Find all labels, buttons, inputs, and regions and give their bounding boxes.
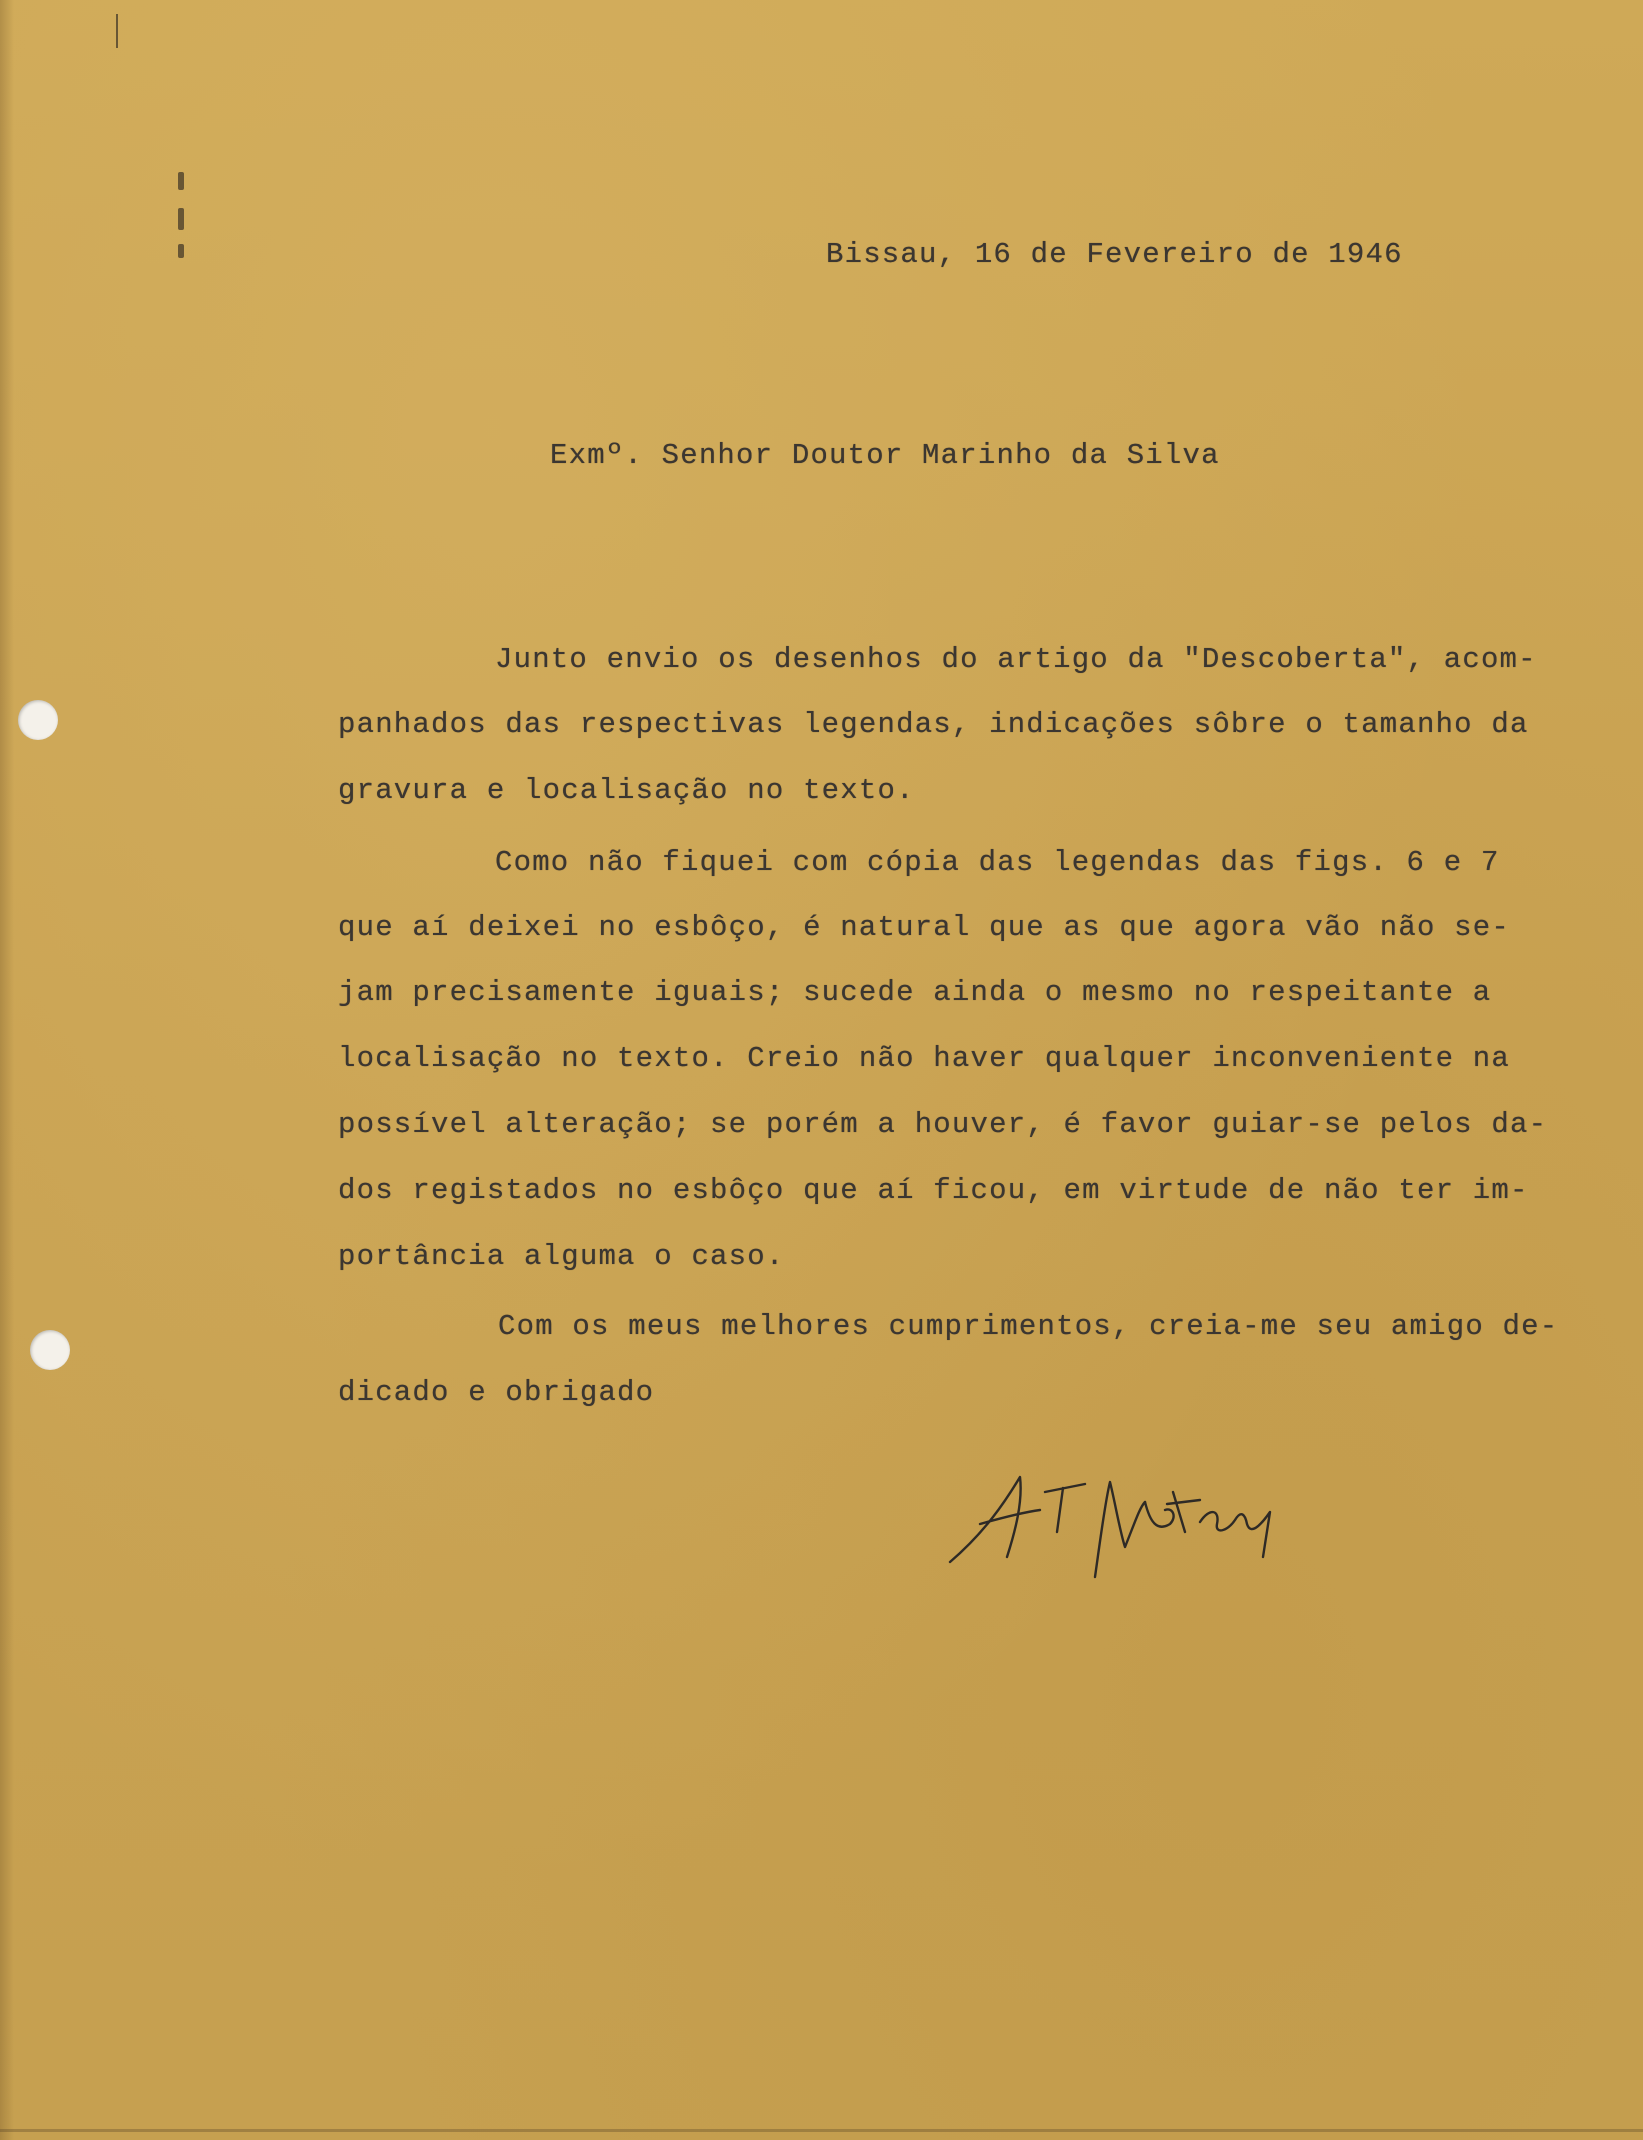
body-line-3: gravura e localisação no texto. [338,774,915,807]
body-line-1: Junto envio os desenhos do artigo da "Descoberta", acom- [495,643,1537,676]
body-line-12: dicado e obrigado [338,1376,655,1409]
staple-marks [176,172,186,262]
body-line-9: dos registados no esbôço que aí ficou, em virtude de não ter im- [338,1174,1529,1207]
addressee: Exmº. Senhor Doutor Marinho da Silva [550,439,1220,472]
body-line-11: Com os meus melhores cumprimentos, creia-me seu amigo de- [498,1310,1559,1343]
body-line-2: panhados das respectivas legendas, indicações sôbre o tamanho da [338,708,1529,741]
punch-hole-icon [30,1330,70,1370]
handwritten-signature [945,1462,1295,1582]
body-line-10: portância alguma o caso. [338,1240,785,1273]
body-line-5: que aí deixei no esbôço, é natural que as que agora vão não se- [338,911,1510,944]
punch-hole-icon [18,700,58,740]
body-line-7: localisação no texto. Creio não haver qualquer inconveniente na [338,1042,1510,1075]
body-line-8: possível alteração; se porém a houver, é favor guiar-se pelos da- [338,1108,1548,1141]
paper-edge-shadow [0,0,14,2140]
body-line-6: jam precisamente iguais; sucede ainda o mesmo no respeitante a [338,976,1492,1009]
pencil-tick-mark [116,14,118,48]
body-line-4: Como não fiquei com cópia das legendas das figs. 6 e 7 [495,846,1500,879]
date-line: Bissau, 16 de Fevereiro de 1946 [826,238,1403,271]
paper-bottom-edge [0,2129,1643,2132]
